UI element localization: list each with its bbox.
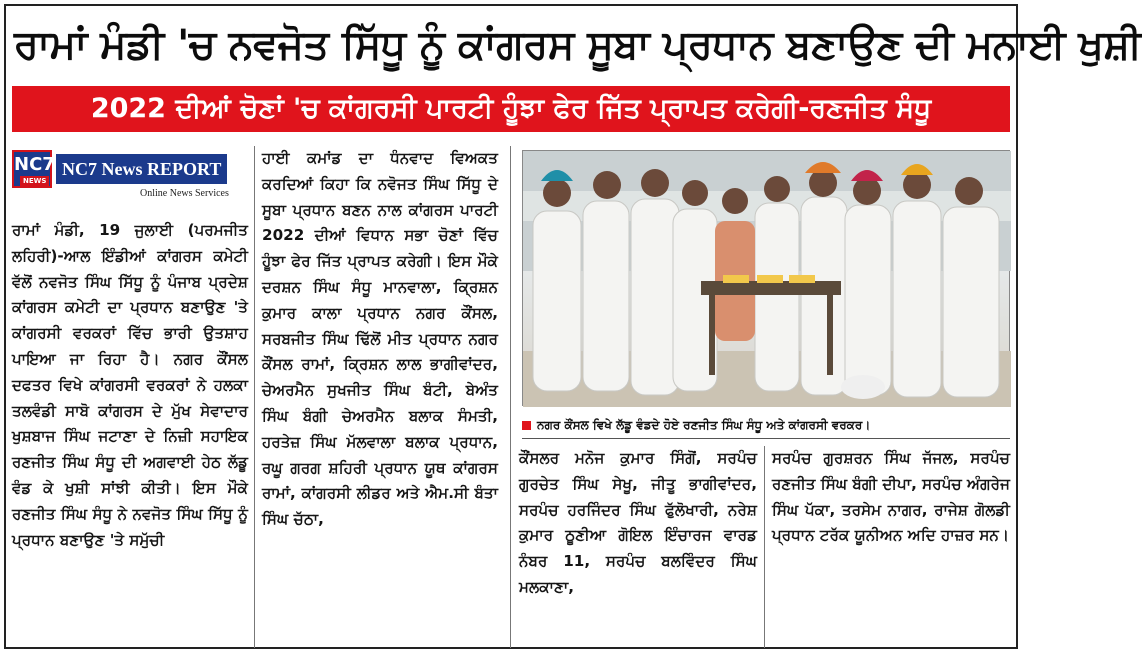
news-photo	[522, 150, 1010, 406]
caption-bullet-icon	[522, 421, 531, 430]
nc7-news-logo	[12, 150, 246, 206]
headline: ਰਾਮਾਂ ਮੰਡੀ 'ਚ ਨਵਜੋਤ ਸਿੱਧੂ ਨੂੰ ਕਾਂਗਰਸ ਸੂਬਾ ਪ੍ਰਧਾਨ ਬਣਾਉਣ ਦੀ ਮਨਾਈ ਖੁਸ਼ੀ	[14, 22, 1142, 68]
article-column-2	[262, 146, 498, 648]
article-text-3: ਕੌਂਸਲਰ ਮਨੋਜ ਕੁਮਾਰ ਸਿੰਗੋਂ, ਸਰਪੰਚ ਗੁਰਚੇਤ ਸਿੰਘ ਸੇਖੂ, ਜੀਤੂ ਭਾਗੀਵਾਂਦਰ, ਸਰਪੰਚ ਹਰਜਿੰਦਰ ਸਿੰਘ ਫੁੱਲੋਖਾਰੀ, ਨਰੇਸ਼ ਕੁਮਾਰ ਠੂਣੀਆ ਗੋਇਲ ਇੰਚਾਰਜ ਵਾਰਡ ਨੰਬਰ 11, ਸਰਪੰਚ ਬਲਵਿੰਦਰ ਸਿੰਘ ਮਲਕਾਣਾ,	[519, 449, 757, 596]
photo-caption	[522, 414, 1010, 436]
news-photo-illustration	[523, 151, 1011, 407]
column-divider	[254, 146, 255, 648]
article-column-3	[519, 446, 757, 648]
subheadline-bar: 2022 ਦੀਆਂ ਚੋਣਾਂ 'ਚ ਕਾਂਗਰਸੀ ਪਾਰਟੀ ਹੂੰਝਾ ਫੇਰ ਜਿੱਤ ਪ੍ਰਾਪਤ ਕਰੇਗੀ-ਰਣਜੀਤ ਸੰਧੂ	[12, 86, 1010, 132]
logo-name-text: NC7 News	[62, 159, 143, 179]
logo-mark	[12, 150, 55, 188]
logo-report-text: REPORT	[147, 159, 222, 179]
caption-divider	[522, 438, 1010, 439]
logo-tagline: Online News Services	[140, 188, 229, 199]
article-column-1	[12, 218, 248, 648]
logo-mark-text: NC7	[14, 154, 55, 175]
logo-name	[56, 154, 227, 184]
column-divider	[764, 446, 765, 648]
article-text-1: ਰਾਮਾਂ ਮੰਡੀ, 19 ਜੁਲਾਈ (ਪਰਮਜੀਤ ਲਹਿਰੀ)-ਆਲ ਇੰਡੀਆਂ ਕਾਂਗਰਸ ਕਮੇਟੀ ਵੱਲੋਂ ਨਵਜੋਤ ਸਿੰਘ ਸਿੱਧੂ ਨੂੰ ਪੰਜਾਬ ਪ੍ਰਦੇਸ਼ ਕਾਂਗਰਸ ਕਮੇਟੀ ਦਾ ਪ੍ਰਧਾਨ ਬਣਾਉਣ 'ਤੇ ਕਾਂਗਰਸੀ ਵਰਕਰਾਂ ਵਿੱਚ ਭਾਰੀ ਉਤਸ਼ਾਹ ਪਾਇਆ ਜਾ ਰਿਹਾ ਹੈ। ਨਗਰ ਕੌਂਸਲ ਦਫਤਰ ਵਿਖੇ ਕਾਂਗਰਸੀ ਵਰਕਰਾਂ ਨੇ ਹਲਕਾ ਤਲਵੰਡੀ ਸਾਬੋ ਕਾਂਗਰਸ ਦੇ ਮੁੱਖ ਸੇਵਾਦਾਰ ਖੁਸ਼ਬਾਜ ਸਿੰਘ ਜਟਾਣਾ ਦੇ ਨਿਜ਼ੀ ਸਹਾਇਕ ਰਣਜੀਤ ਸਿੰਘ ਸੰਧੂ ਦੀ ਅਗਵਾਈ ਹੇਠ ਲੱਡੂ ਵੰਡ ਕੇ ਖੁਸ਼ੀ ਸਾਂਝੀ ਕੀਤੀ। ਇਸ ਮੌਕੇ ਰਣਜੀਤ ਸਿੰਘ ਸੰਧੂ ਨੇ ਨਵਜੋਤ ਸਿੰਘ ਸਿੱਧੂ ਨੂੰ ਪ੍ਰਧਾਨ ਬਣਾਉਣ 'ਤੇ ਸਮੁੱਚੀ	[12, 221, 248, 549]
article-text-2: ਹਾਈ ਕਮਾਂਡ ਦਾ ਧੰਨਵਾਦ ਵਿਅਕਤ ਕਰਦਿਆਂ ਕਿਹਾ ਕਿ ਨਵੋਜਤ ਸਿੰਘ ਸਿੱਧੂ ਦੇ ਸੂਬਾ ਪ੍ਰਧਾਨ ਬਣਨ ਨਾਲ ਕਾਂਗਰਸ ਪਾਰਟੀ 2022 ਦੀਆਂ ਵਿਧਾਨ ਸਭਾ ਚੋਣਾਂ ਵਿੱਚ ਹੂੰਝਾ ਫੇਰ ਜਿੱਤ ਪ੍ਰਾਪਤ ਕਰੇਗੀ। ਇਸ ਮੌਕੇ ਦਰਸ਼ਨ ਸਿੰਘ ਸੰਧੂ ਮਾਨਵਾਲਾ, ਕ੍ਰਿਸ਼ਨ ਕੁਮਾਰ ਕਾਲਾ ਪ੍ਰਧਾਨ ਨਗਰ ਕੌਂਸਲ, ਸਰਬਜੀਤ ਸਿੰਘ ਢਿੱਲੋਂ ਮੀਤ ਪ੍ਰਧਾਨ ਨਗਰ ਕੌਂਸਲ ਰਾਮਾਂ, ਕ੍ਰਿਸ਼ਨ ਲਾਲ ਭਾਗੀਵਾਂਦਰ, ਚੇਅਰਮੈਨ ਸੁਖਜੀਤ ਸਿੰਘ ਬੰਟੀ, ਬੇਅੰਤ ਸਿੰਘ ਬੰਗੀ ਚੇਅਰਮੈਨ ਬਲਾਕ ਸੰਮਤੀ, ਹਰਤੇਜ਼ ਸਿੰਘ ਮੱਲਵਾਲਾ ਬਲਾਕ ਪ੍ਰਧਾਨ, ਰਘੂ ਗਰਗ ਸ਼ਹਿਰੀ ਪ੍ਰਧਾਨ ਯੂਥ ਕਾਂਗਰਸ ਰਾਮਾਂ, ਕਾਂਗਰਸੀ ਲੀਡਰ ਅਤੇ ਐਮ.ਸੀ ਬੰਤਾ ਸਿੰਘ ਚੱਠਾ,	[262, 149, 498, 529]
column-divider	[510, 146, 511, 648]
article-column-4	[772, 446, 1010, 648]
photo-caption-text: ਨਗਰ ਕੌਂਸਲ ਵਿਖੇ ਲੱਡੂ ਵੰਡਦੇ ਹੋਏ ਰਣਜੀਤ ਸਿੰਘ ਸੰਧੂ ਅਤੇ ਕਾਂਗਰਸੀ ਵਰਕਰ।	[537, 418, 871, 432]
article-text-4: ਸਰਪੰਚ ਗੁਰਸ਼ਰਨ ਸਿੰਘ ਜੱਜਲ, ਸਰਪੰਚ ਰਣਜੀਤ ਸਿੰਘ ਬੰਗੀ ਦੀਪਾ, ਸਰਪੰਚ ਅੰਗਰੇਜ ਸਿੰਘ ਪੱਕਾ, ਤਰਸੇਮ ਨਾਗਰ, ਰਾਜੇਸ਼ ਗੋਲਡੀ ਪ੍ਰਧਾਨ ਟਰੱਕ ਯੂਨੀਅਨ ਅਦਿ ਹਾਜ਼ਰ ਸਨ।	[772, 449, 1010, 545]
logo-mark-sub: NEWS	[20, 176, 49, 186]
